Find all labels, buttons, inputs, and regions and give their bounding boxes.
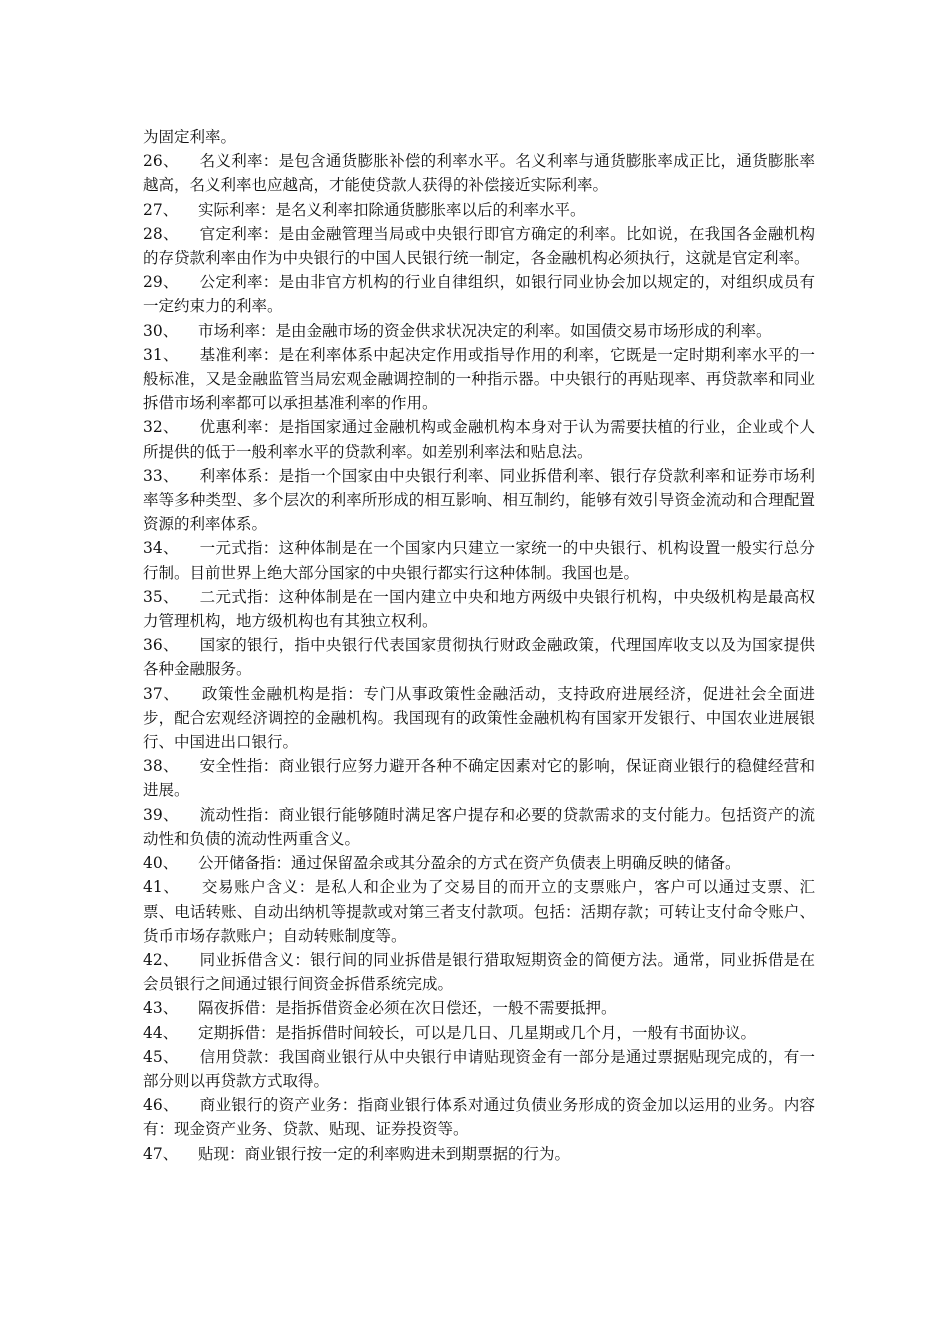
item-text: 同业拆借含义：银行间的同业拆借是银行猎取短期资金的简便方法。通常，同业拆借是在会员银行之间通过银行间资金拆借系统完成。 [143, 950, 815, 994]
list-item [143, 319, 815, 343]
item-text: 公定利率：是由非官方机构的行业自律组织，如银行同业协会加以规定的，对组织成员有一定约束力的利率。 [143, 273, 815, 316]
item-number: 27、 [143, 200, 179, 219]
item-number: 37、 [143, 684, 180, 703]
item-text: 利率体系：是指一个国家由中央银行利率、同业拆借利率、银行存贷款利率和证券市场利率等多种类型、多个层次的利率所形成的相互影响、相互制约，能够有效引导资金流动和合理配置资源的利率体系。 [143, 466, 815, 534]
list-item [143, 585, 815, 633]
list-item [143, 1093, 815, 1141]
item-number: 40、 [143, 854, 179, 873]
item-text: 贴现：商业银行按一定的利率购进未到期票据的行为。 [197, 1144, 570, 1163]
item-number: 29、 [143, 273, 179, 292]
list-item [143, 149, 815, 197]
list-item [143, 464, 815, 537]
item-number: 42、 [143, 950, 179, 969]
list-item [143, 1142, 815, 1166]
list-item [143, 343, 815, 416]
document-page [143, 125, 815, 1166]
item-number: 46、 [143, 1096, 179, 1115]
item-text: 一元式指：这种体制是在一个国家内只建立一家统一的中央银行、机构设置一般实行总分行制。目前世界上绝大部分国家的中央银行都实行这种体制。我国也是。 [143, 539, 815, 582]
list-item [143, 803, 815, 851]
item-number: 28、 [143, 224, 179, 243]
list-item [143, 633, 815, 681]
item-text: 市场利率：是由金融市场的资金供求状况决定的利率。如国债交易市场形成的利率。 [197, 321, 772, 340]
list-item [143, 198, 815, 222]
item-number: 32、 [143, 418, 179, 437]
item-text: 信用贷款：我国商业银行从中央银行申请贴现资金有一部分是通过票据贴现完成的，有一部分则以再贷款方式取得。 [143, 1047, 815, 1090]
list-item [143, 1021, 815, 1045]
item-text: 政策性金融机构是指：专门从事政策性金融活动，支持政府进展经济，促进社会全面进步，配合宏观经济调控的金融机构。我国现有的政策性金融机构有国家开发银行、中国农业进展银行、中国进出口银行。 [143, 684, 815, 752]
item-text: 商业银行的资产业务：指商业银行体系对通过负债业务形成的资金加以运用的业务。内容有：现金资产业务、贷款、贴现、证券投资等。 [143, 1096, 815, 1139]
term-list [143, 149, 815, 1166]
item-text: 实际利率：是名义利率扣除通货膨胀率以后的利率水平。 [197, 200, 586, 219]
item-number: 45、 [143, 1047, 179, 1066]
list-item [143, 948, 815, 996]
item-text: 安全性指：商业银行应努力避开各种不确定因素对它的影响，保证商业银行的稳健经营和进展。 [143, 757, 815, 800]
item-text: 名义利率：是包含通货膨胀补偿的利率水平。名义利率与通货膨胀率成正比，通货膨胀率越高，名义利率也应越高，才能使贷款人获得的补偿接近实际利率。 [143, 152, 815, 195]
item-number: 41、 [143, 878, 180, 897]
item-text: 交易账户含义：是私人和企业为了交易目的而开立的支票账户，客户可以通过支票、汇票、电话转账、自动出纳机等提款或对第三者支付款项。包括：活期存款；可转让支付命令账户、货币市场存款账户；自动转账制度等。 [143, 878, 815, 945]
item-number: 35、 [143, 587, 179, 606]
list-item [143, 851, 815, 875]
item-text: 二元式指：这种体制是在一国内建立中央和地方两级中央银行机构，中央级机构是最高权力管理机构，地方级机构也有其独立权利。 [143, 587, 815, 631]
item-number: 44、 [143, 1023, 179, 1042]
item-text: 基准利率：是在利率体系中起决定作用或指导作用的利率，它既是一定时期利率水平的一般标准，又是金融监管当局宏观金融调控制的一种指示器。中央银行的再贴现率、再贷款率和同业拆借市场利率都可以承担基准利率的作用。 [143, 345, 815, 413]
list-item [143, 1045, 815, 1093]
item-number: 26、 [143, 152, 179, 171]
lead-paragraph: 为固定利率。 [143, 128, 237, 146]
item-text: 优惠利率：是指国家通过金融机构或金融机构本身对于认为需要扶植的行业，企业或个人所提供的低于一般利率水平的贷款利率。如差别利率法和贴息法。 [143, 418, 815, 461]
list-item [143, 536, 815, 584]
list-item [143, 875, 815, 948]
item-number: 47、 [143, 1144, 179, 1163]
item-number: 43、 [143, 999, 179, 1018]
list-item [143, 682, 815, 755]
item-number: 34、 [143, 539, 179, 558]
item-text: 隔夜拆借：是指拆借资金必须在次日偿还，一般不需要抵押。 [197, 999, 617, 1018]
item-text: 公开储备指：通过保留盈余或其分盈余的方式在资产负债表上明确反映的储备。 [197, 854, 741, 873]
item-number: 38、 [143, 757, 179, 776]
item-number: 31、 [143, 345, 179, 364]
item-text: 国家的银行，指中央银行代表国家贯彻执行财政金融政策，代理国库收支以及为国家提供各种金融服务。 [143, 636, 815, 679]
list-item [143, 754, 815, 802]
item-number: 36、 [143, 636, 179, 655]
list-item [143, 415, 815, 463]
item-text: 官定利率：是由金融管理当局或中央银行即官方确定的利率。比如说，在我国各金融机构的存贷款利率由作为中央银行的中国人民银行统一制定，各金融机构必须执行，这就是官定利率。 [143, 224, 815, 268]
item-number: 30、 [143, 321, 179, 340]
item-text: 定期拆借：是指拆借时间较长，可以是几日、几星期或几个月，一般有书面协议。 [197, 1023, 756, 1042]
item-number: 39、 [143, 805, 179, 824]
item-number: 33、 [143, 466, 179, 485]
list-item [143, 270, 815, 318]
item-text: 流动性指：商业银行能够随时满足客户提存和必要的贷款需求的支付能力。包括资产的流动性和负债的流动性两重含义。 [143, 805, 815, 848]
list-item [143, 222, 815, 270]
list-item [143, 996, 815, 1020]
